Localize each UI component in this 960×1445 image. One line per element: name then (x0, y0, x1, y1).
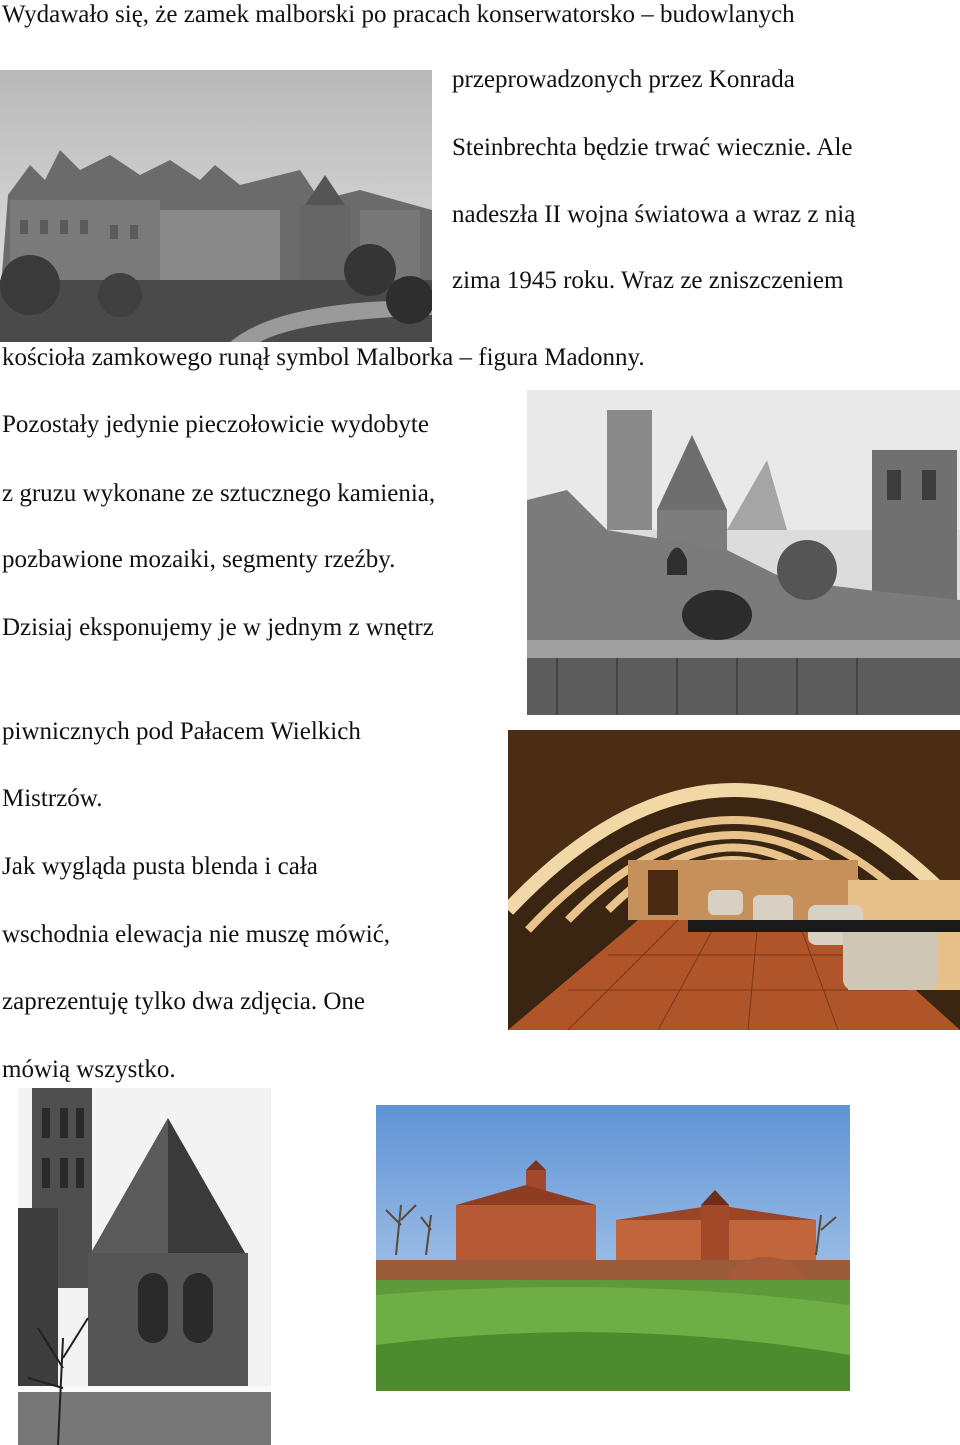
text-line-5: zima 1945 roku. Wraz ze zniszczeniem (452, 267, 844, 294)
text-line-1: Wydawało się, że zamek malborski po pracach konserwatorsko – budowlanych (2, 1, 795, 28)
text-line-10: Dzisiaj eksponujemy je w jednym z wnętrz (2, 614, 434, 641)
text-line-4: nadeszła II wojna światowa a wraz z nią (452, 201, 856, 228)
text-line-11: piwnicznych pod Pałacem Wielkich (2, 718, 361, 745)
church-apse-winter-photo (18, 1088, 271, 1445)
vaulted-cellar-photo (508, 730, 960, 1030)
text-line-12: Mistrzów. (2, 785, 103, 812)
text-line-16: mówią wszystko. (2, 1056, 176, 1083)
text-line-2: przeprowadzonych przez Konrada (452, 66, 795, 93)
text-line-8: z gruzu wykonane ze sztucznego kamienia, (2, 480, 436, 507)
text-line-7: Pozostały jedynie pieczołowicie wydobyte (2, 411, 429, 438)
text-line-14: wschodnia elewacja nie muszę mówić, (2, 921, 391, 948)
text-line-3: Steinbrechta będzie trwać wiecznie. Ale (452, 134, 853, 161)
text-line-15: zaprezentuję tylko dwa zdjęcia. One (2, 988, 366, 1015)
text-line-6: kościoła zamkowego runął symbol Malborka – figura Madonny. (2, 344, 645, 371)
ruined-church-photo (527, 390, 960, 715)
ruined-castle-photo (0, 70, 432, 342)
text-line-9: pozbawione mozaiki, segmenty rzeźby. (2, 546, 396, 573)
text-line-13: Jak wygląda pusta blenda i cała (2, 853, 318, 880)
castle-panorama-photo (376, 1105, 850, 1391)
